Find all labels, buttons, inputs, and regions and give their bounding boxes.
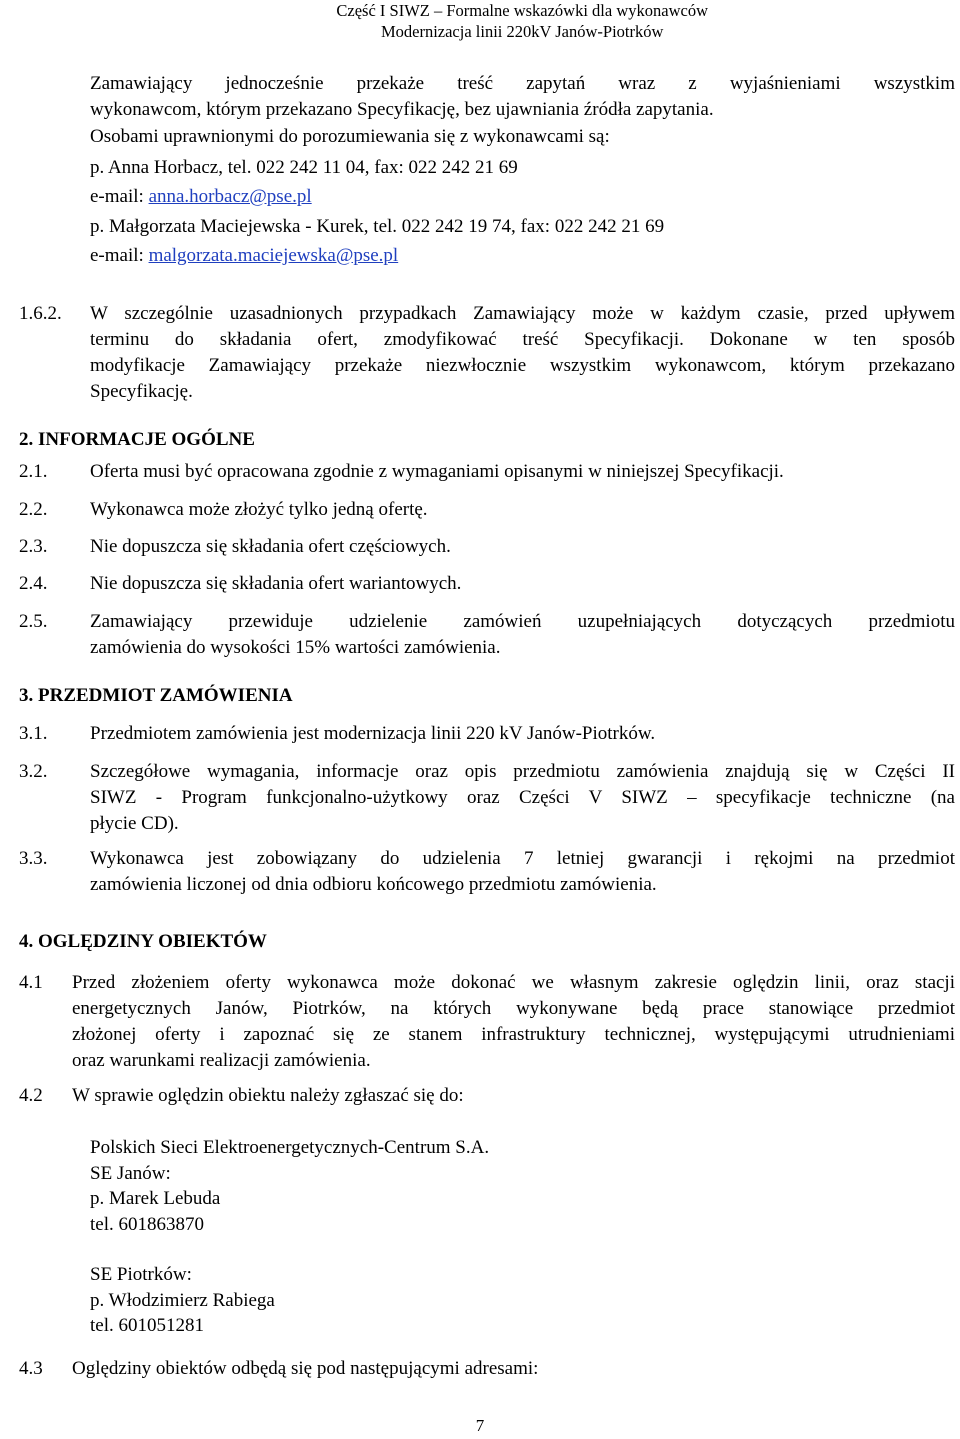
item-text: zamówienia do wysokości 15% wartości zamówienia.	[90, 637, 501, 658]
page-header	[336, 0, 708, 42]
item-number: 2.5.	[19, 611, 48, 632]
address-line: Polskich Sieci Elektroenergetycznych-Centrum S.A.	[90, 1137, 490, 1158]
item-text: Nie dopuszcza się składania ofert wariantowych.	[90, 573, 462, 594]
item-text: energetycznych Janów, Piotrków, na których wykonywane będą prace stanowiące przedmiot	[72, 998, 955, 1019]
item-text: Wykonawca jest zobowiązany do udzielenia 7 letniej gwarancji i rękojmi na przedmiot	[90, 848, 955, 869]
item-text: Przed złożeniem oferty wykonawca może dokonać we własnym zakresie oględzin linii, oraz stacji	[72, 972, 955, 993]
item-number: 2.1.	[19, 461, 48, 482]
contact-malgorzata: p. Małgorzata Maciejewska - Kurek, tel. 022 242 19 74, fax: 022 242 21 69	[90, 216, 665, 237]
address-line: tel. 601051281	[90, 1315, 204, 1336]
email-link-malgorzata[interactable]: malgorzata.maciejewska@pse.pl	[148, 245, 399, 266]
address-block-janow	[90, 1135, 489, 1237]
section-heading: 3. PRZEDMIOT ZAMÓWIENIA	[19, 685, 293, 706]
item-text: W sprawie oględzin obiektu należy zgłaszać się do:	[72, 1085, 464, 1106]
item-number: 4.1	[19, 972, 43, 993]
paragraph-line: Specyfikację.	[90, 381, 193, 402]
item-number: 3.3.	[19, 848, 48, 869]
page-number: 7	[475, 1416, 485, 1435]
header-line-1: Część I SIWZ – Formalne wskazówki dla wykonawców	[336, 1, 708, 20]
email-row-1	[90, 184, 312, 210]
item-text: Wykonawca może złożyć tylko jedną ofertę.	[90, 499, 428, 520]
address-line: p. Marek Lebuda	[90, 1188, 221, 1209]
item-number: 2.4.	[19, 573, 48, 594]
email-row-2	[90, 243, 398, 269]
header-line-2: Modernizacja linii 220kV Janów-Piotrków	[380, 22, 664, 41]
intro-line-1: Zamawiający jednocześnie przekaże treść zapytań wraz z wyjaśnieniami wszystkim	[90, 73, 955, 94]
paragraph-line: modyfikacje Zamawiający przekaże niezwłocznie wszystkim wykonawcom, którym przekazano	[90, 355, 955, 376]
address-line: p. Włodzimierz Rabiega	[90, 1289, 275, 1311]
paragraph-line: terminu do składania ofert, zmodyfikować treść Specyfikacji. Dokonane w ten sposób	[90, 329, 955, 350]
item-text: zamówienia liczonej od dnia odbioru końcowego przedmiotu zamówienia.	[90, 874, 657, 895]
item-number: 4.3	[19, 1358, 43, 1379]
item-text: Przedmiotem zamówienia jest modernizacja linii 220 kV Janów-Piotrków.	[90, 723, 656, 744]
intro-line-3: Osobami uprawnionymi do porozumiewania się z wykonawcami są:	[90, 126, 610, 147]
paragraph-line: W szczególnie uzasadnionych przypadkach Zamawiający może w każdym czasie, przed upływem	[90, 303, 955, 324]
email-link-anna[interactable]: anna.horbacz@pse.pl	[148, 186, 312, 207]
item-text: Nie dopuszcza się składania ofert częściowych.	[90, 536, 451, 557]
item-text: Oferta musi być opracowana zgodnie z wymaganiami opisanymi w niniejszej Specyfikacji.	[90, 461, 784, 482]
email-label: e-mail:	[90, 245, 149, 266]
item-text: SIWZ - Program funkcjonalno-użytkowy oraz Części V SIWZ – specyfikacje techniczne (na	[90, 787, 955, 808]
item-number: 3.2.	[19, 761, 48, 782]
item-text: Zamawiający przewiduje udzielenie zamówień uzupełniających dotyczących przedmiotu	[90, 611, 955, 632]
intro-line-2: wykonawcom, którym przekazano Specyfikację, bez ujawniania źródła zapytania.	[90, 99, 714, 120]
item-text: oraz warunkami realizacji zamówienia.	[72, 1050, 371, 1071]
item-number: 4.2	[19, 1085, 43, 1106]
item-number: 3.1.	[19, 723, 48, 744]
item-text: złożonej oferty i zapoznać się ze stanem infrastruktury technicznej, występującymi utrudnieniami	[72, 1024, 955, 1045]
address-line: SE Piotrków:	[90, 1264, 192, 1285]
section-heading: 4. OGLĘDZINY OBIEKTÓW	[19, 931, 267, 952]
item-text: Szczegółowe wymagania, informacje oraz opis przedmiotu zamówienia znajdują się w Części II	[90, 761, 955, 782]
item-text: Oględziny obiektów odbędą się pod następującymi adresami:	[72, 1358, 539, 1379]
address-line: tel. 601863870	[90, 1213, 204, 1235]
address-block-piotrkow	[90, 1262, 275, 1339]
contact-anna: p. Anna Horbacz, tel. 022 242 11 04, fax: 022 242 21 69	[90, 157, 518, 178]
item-text: płycie CD).	[90, 813, 179, 834]
address-line: SE Janów:	[90, 1162, 171, 1184]
email-label: e-mail:	[90, 186, 149, 207]
item-number: 2.2.	[19, 499, 48, 520]
section-heading: 2. INFORMACJE OGÓLNE	[19, 429, 255, 450]
section-number: 1.6.2.	[19, 303, 62, 324]
item-number: 2.3.	[19, 536, 48, 557]
